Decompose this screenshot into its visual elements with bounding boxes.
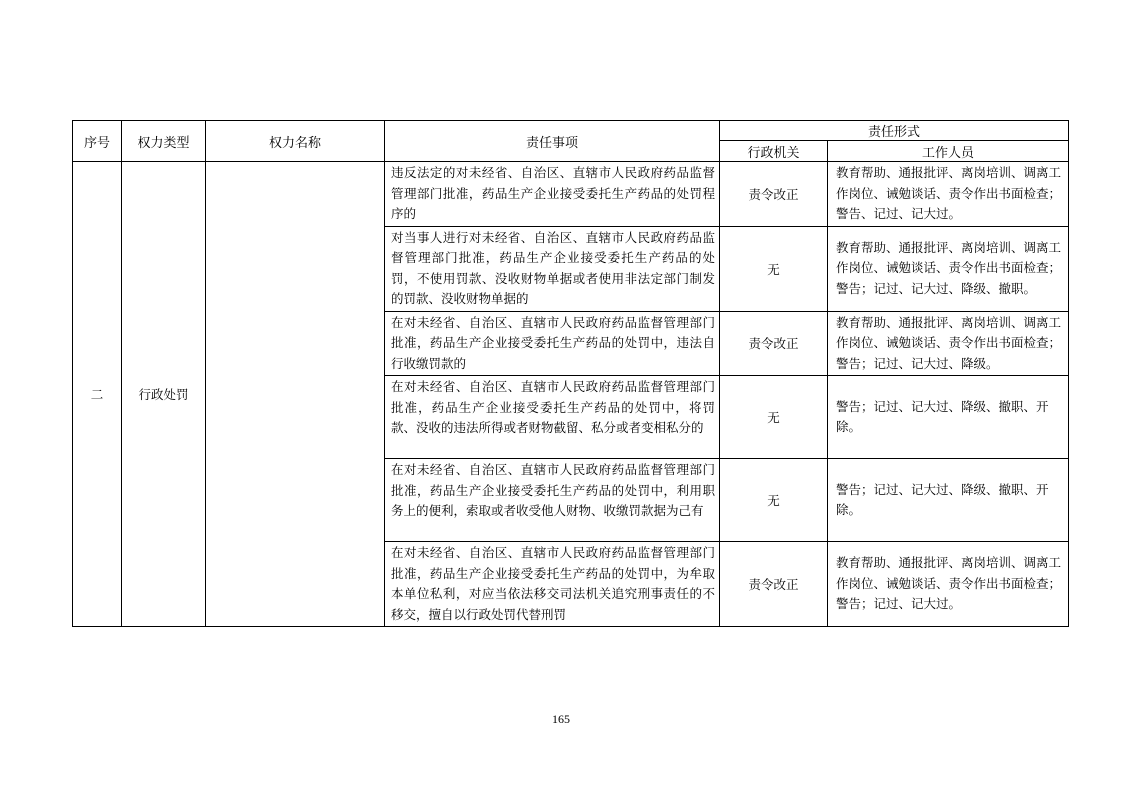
- staff-cell: 教育帮助、通报批评、离岗培训、调离工作岗位、诫勉谈话、责令作出书面检查；警告；记过、记大过、降级。: [828, 311, 1069, 376]
- header-matters: 责任事项: [385, 121, 720, 162]
- page-number: 165: [552, 712, 570, 726]
- agency-cell: 无: [720, 226, 828, 311]
- header-responsibility-form: 责任形式: [720, 121, 1069, 141]
- matter-cell: 对当事人进行对未经省、自治区、直辖市人民政府药品监督管理部门批准，药品生产企业接受委托生产药品的处罚，不使用罚款、没收财物单据或者使用非法定部门制发的罚款、没收财物单据的: [385, 226, 720, 311]
- responsibility-table: [72, 120, 1069, 627]
- header-seq: 序号: [73, 121, 122, 162]
- matter-cell: 在对未经省、自治区、直辖市人民政府药品监督管理部门批准，药品生产企业接受委托生产药品的处罚中，利用职务上的便利，索取或者收受他人财物、收缴罚款据为己有: [385, 459, 720, 542]
- staff-cell: 警告；记过、记大过、降级、撤职、开除。: [828, 459, 1069, 542]
- agency-cell: 无: [720, 459, 828, 542]
- matter-cell: 在对未经省、自治区、直辖市人民政府药品监督管理部门批准，药品生产企业接受委托生产药品的处罚中，将罚款、没收的违法所得或者财物截留、私分或者变相私分的: [385, 376, 720, 459]
- matter-cell: 违反法定的对未经省、自治区、直辖市人民政府药品监督管理部门批准，药品生产企业接受委托生产药品的处罚程序的: [385, 162, 720, 227]
- staff-cell: 教育帮助、通报批评、离岗培训、调离工作岗位、诫勉谈话、责令作出书面检查；警告、记过、记大过。: [828, 162, 1069, 227]
- header-staff: 工作人员: [828, 141, 1069, 162]
- matter-cell: 在对未经省、自治区、直辖市人民政府药品监督管理部门批准，药品生产企业接受委托生产药品的处罚中，为牟取本单位私利，对应当依法移交司法机关追究刑事责任的不移交，擅自以行政处罚代替刑罚: [385, 542, 720, 627]
- table-row: [73, 162, 1069, 227]
- agency-cell: 无: [720, 376, 828, 459]
- header-power-type: 权力类型: [122, 121, 206, 162]
- power-name-cell: [206, 162, 385, 627]
- matter-cell: 在对未经省、自治区、直辖市人民政府药品监督管理部门批准，药品生产企业接受委托生产药品的处罚中，违法自行收缴罚款的: [385, 311, 720, 376]
- agency-cell: 责令改正: [720, 162, 828, 227]
- staff-cell: 教育帮助、通报批评、离岗培训、调离工作岗位、诫勉谈话、责令作出书面检查；警告；记过、记大过。: [828, 542, 1069, 627]
- header-agency: 行政机关: [720, 141, 828, 162]
- staff-cell: 警告；记过、记大过、降级、撤职、开除。: [828, 376, 1069, 459]
- power-type-cell: 行政处罚: [122, 162, 206, 627]
- seq-cell: 二: [73, 162, 122, 627]
- staff-cell: 教育帮助、通报批评、离岗培训、调离工作岗位、诫勉谈话、责令作出书面检查；警告；记过、记大过、降级、撤职。: [828, 226, 1069, 311]
- agency-cell: 责令改正: [720, 542, 828, 627]
- header-power-name: 权力名称: [206, 121, 385, 162]
- agency-cell: 责令改正: [720, 311, 828, 376]
